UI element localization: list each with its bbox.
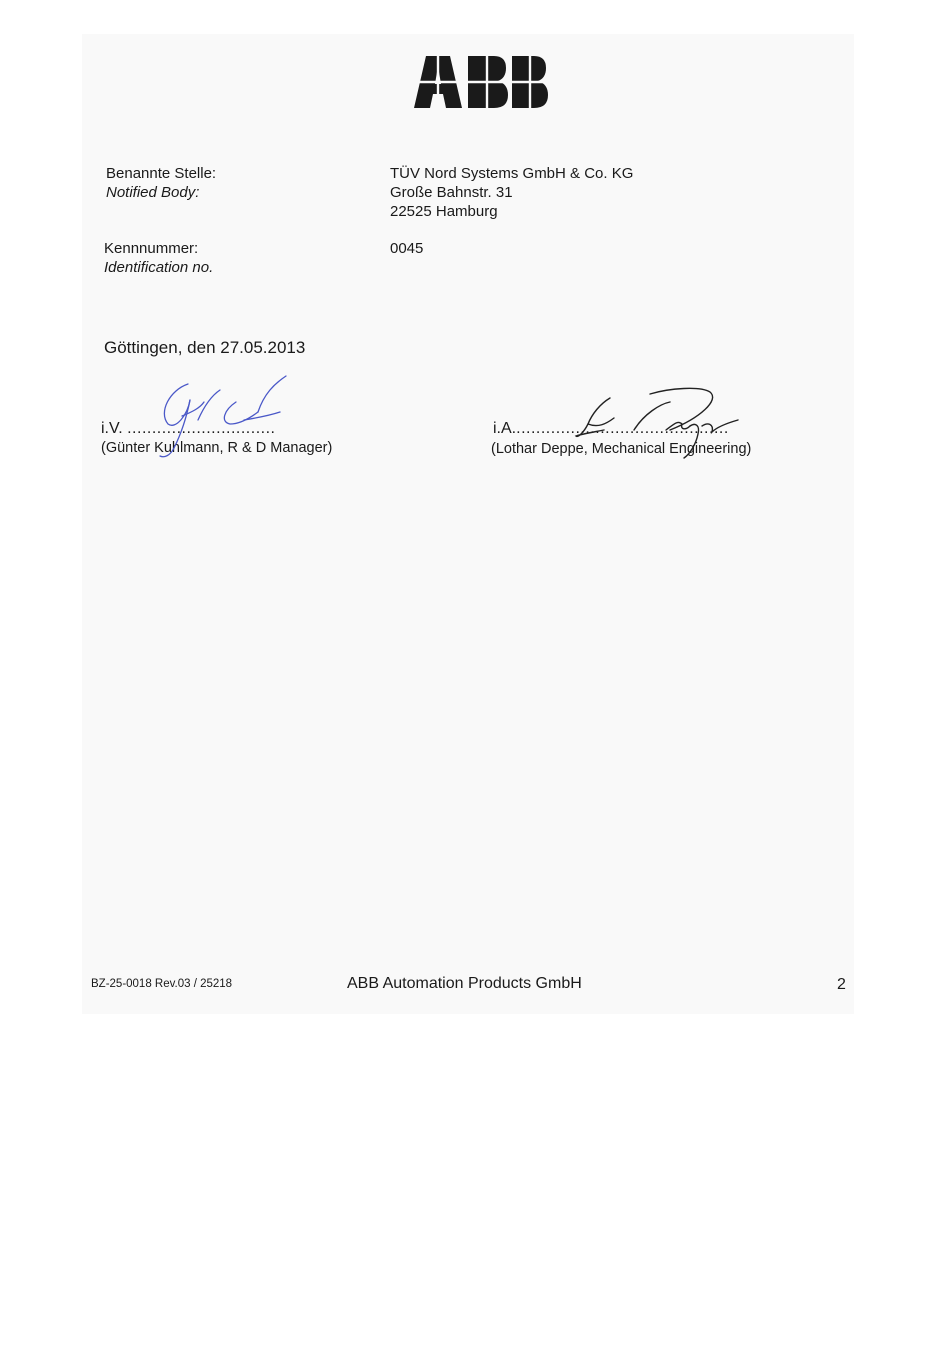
notified-body-name: TÜV Nord Systems GmbH & Co. KG bbox=[390, 165, 634, 182]
identification-number: 0045 bbox=[390, 240, 424, 257]
signature-left-name: (Günter Kuhlmann, R & D Manager) bbox=[101, 440, 333, 456]
notified-body-street: Große Bahnstr. 31 bbox=[390, 184, 513, 201]
identification-label-de: Kennnummer: bbox=[104, 240, 199, 257]
identification-label-en: Identification no. bbox=[104, 259, 214, 276]
signature-left-line bbox=[101, 420, 275, 438]
notified-body-label-de: Benannte Stelle: bbox=[106, 165, 217, 182]
notified-body-city: 22525 Hamburg bbox=[390, 203, 498, 220]
footer-company: ABB Automation Products GmbH bbox=[347, 975, 582, 992]
signature-right-line bbox=[493, 420, 729, 438]
signature-right-dots: ........................................... bbox=[516, 420, 729, 437]
signature-right-prefix: i.A. bbox=[493, 420, 517, 437]
signature-right-name: (Lothar Deppe, Mechanical Engineering) bbox=[491, 441, 752, 457]
footer-doc-code: BZ-25-0018 Rev.03 / 25218 bbox=[91, 978, 233, 990]
notified-body-label-en: Notified Body: bbox=[106, 184, 200, 201]
place-date: Göttingen, den 27.05.2013 bbox=[104, 338, 306, 357]
signature-left-dots: .............................. bbox=[127, 420, 276, 437]
abb-logo-icon bbox=[414, 56, 548, 108]
footer-page-number: 2 bbox=[837, 976, 846, 993]
signature-left-prefix: i.V. bbox=[101, 420, 123, 437]
